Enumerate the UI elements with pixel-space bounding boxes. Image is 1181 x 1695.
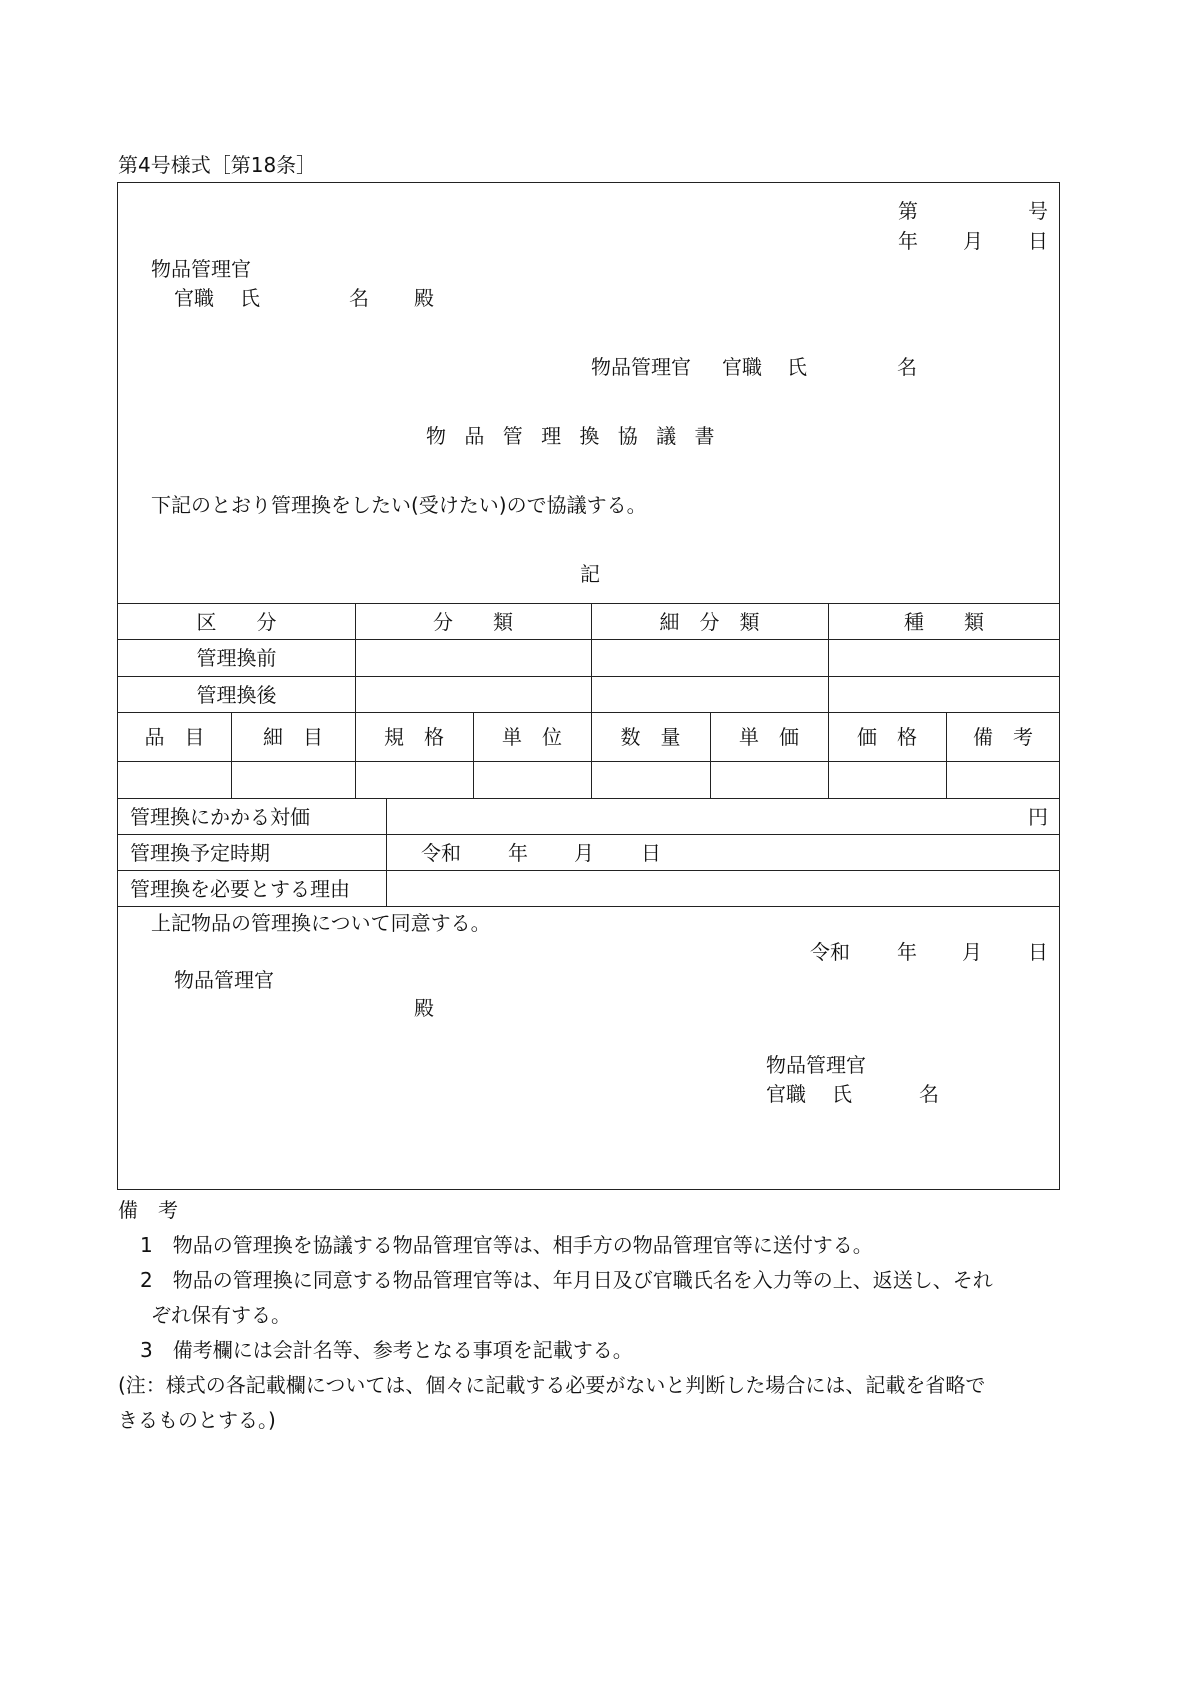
header-remarks: 備 考 [973,725,1033,749]
schedule-era: 令和 [421,841,461,865]
table-line [117,761,1060,762]
remarks-note-line-1: (注：様式の各記載欄については、個々に記載する必要がないと判断した場合には、記載を省略で [118,1373,986,1397]
addressee-title: 物品管理官 [151,257,251,281]
reason-label: 管理換を必要とする理由 [130,877,350,901]
header-unit-price: 単 価 [739,725,799,749]
consent-from-position: 官職 [766,1082,806,1106]
header-item: 品 目 [144,725,205,749]
number-suffix: 号 [1028,199,1048,223]
remarks-note-line-2: きるものとする。) [118,1408,276,1432]
schedule-day: 日 [641,841,661,865]
table-line [117,870,1060,871]
header-unit: 単 位 [502,725,562,749]
remarks-item-3: 3 備考欄には会計名等、参考となる事項を記載する。 [140,1338,633,1362]
consent-year: 年 [897,940,917,964]
ki-label: 記 [580,562,600,586]
table-line [710,712,711,798]
table-line [117,712,1060,713]
consent-era: 令和 [810,940,850,964]
header-quantity: 数 量 [620,725,681,749]
table-line [117,798,1060,799]
consent-to-honorific: 殿 [414,996,434,1020]
number-prefix: 第 [898,199,918,223]
consent-month: 月 [962,940,982,964]
table-line [117,906,1060,907]
table-line [117,639,1060,640]
schedule-label: 管理換予定時期 [130,841,270,865]
header-type: 種 類 [904,610,984,634]
header-spec: 規 格 [384,725,444,749]
row-before-transfer: 管理換前 [196,646,277,670]
addressee-family: 氏 [240,286,260,310]
consideration-unit: 円 [1028,805,1048,829]
sender-given: 名 [897,355,917,379]
table-line [591,712,592,798]
addressee-given: 名 [349,286,369,310]
schedule-year: 年 [508,841,528,865]
table-line [117,834,1060,835]
consent-from-title: 物品管理官 [766,1053,866,1077]
sender-title: 物品管理官 [591,355,691,379]
date-day: 日 [1028,229,1048,253]
consent-day: 日 [1028,940,1048,964]
table-line [946,712,947,798]
remarks-heading: 備 考 [118,1198,178,1222]
remarks-item-2: 2 物品の管理換に同意する物品管理官等は、年月日及び官職氏名を入力等の上、返送し、それ [140,1268,993,1292]
consent-from-given: 名 [919,1082,939,1106]
header-category: 区 分 [196,610,277,634]
consideration-label: 管理換にかかる対価 [130,805,310,829]
remarks-item-2-cont: ぞれ保有する。 [151,1303,291,1327]
row-after-transfer: 管理換後 [196,683,277,707]
consent-text: 上記物品の管理換について同意する。 [151,911,491,935]
table-line [355,712,356,798]
header-price: 価 格 [857,725,917,749]
remarks-item-1: 1 物品の管理換を協議する物品管理官等は、相手方の物品管理官等に送付する。 [140,1233,873,1257]
form-label: 第4号様式［第18条］ [118,153,317,177]
header-classification: 分 類 [433,610,513,634]
table-line [117,603,1060,604]
header-detail: 細 目 [263,725,323,749]
table-line [473,712,474,798]
addressee-position: 官職 [174,286,214,310]
table-line [231,712,232,798]
date-month: 月 [963,229,983,253]
document-title: 物 品 管 理 換 協 議 書 [426,424,715,448]
sender-position: 官職 [722,355,762,379]
header-subclassification: 細 分 類 [659,610,760,634]
table-line [117,676,1060,677]
sender-family: 氏 [787,355,807,379]
table-line [386,798,387,906]
consent-from-family: 氏 [832,1082,852,1106]
schedule-month: 月 [574,841,594,865]
date-year: 年 [898,229,918,253]
consent-to-title: 物品管理官 [174,968,274,992]
addressee-honorific: 殿 [414,286,434,310]
intro-text: 下記のとおり管理換をしたい(受けたい)ので協議する。 [151,493,647,517]
table-line [828,712,829,798]
